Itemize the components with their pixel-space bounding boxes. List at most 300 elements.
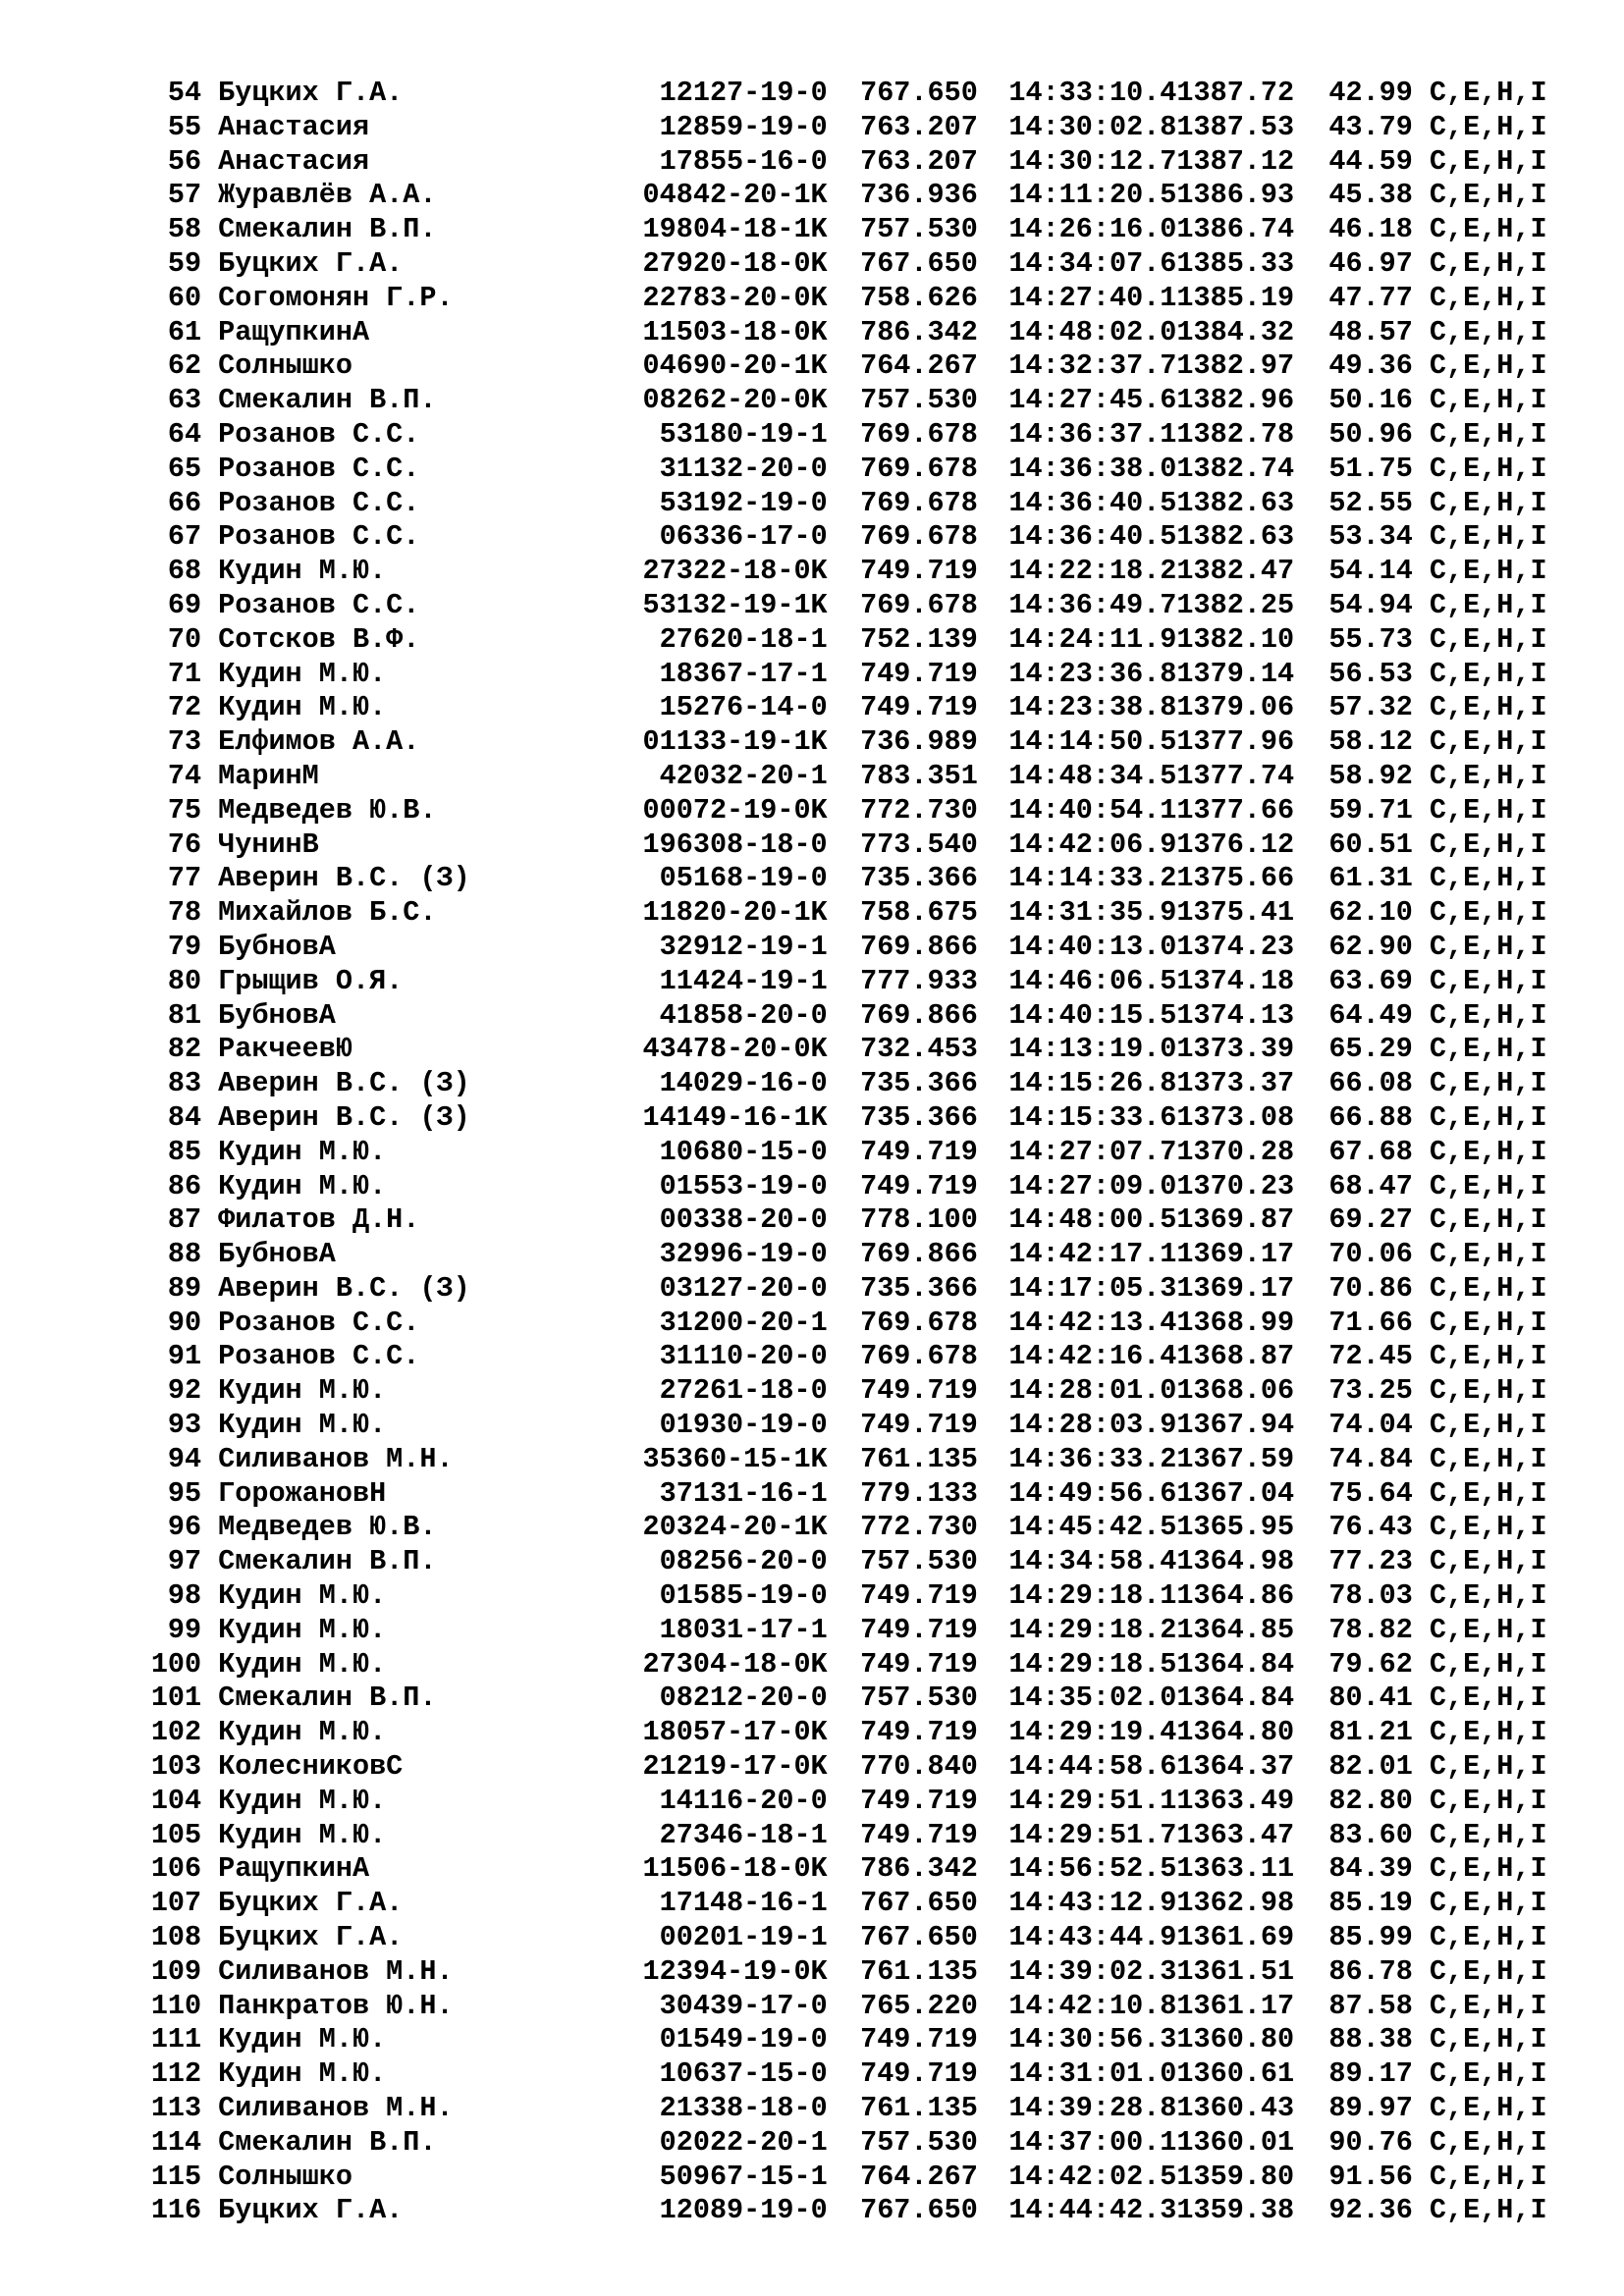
coefficient-cell: 42.99 <box>1328 77 1413 109</box>
ring-number-cell: 14116-20-0 <box>659 1784 828 1817</box>
table-row <box>132 1136 1585 1170</box>
distance-cell: 735.366 <box>860 1067 978 1100</box>
rank-cell: 65 <box>167 452 202 485</box>
coefficient-cell: 69.27 <box>1328 1203 1413 1237</box>
speed-cell: 1382.78 <box>1176 417 1295 451</box>
rank-cell: 80 <box>167 964 202 997</box>
table-row <box>132 691 1585 725</box>
flags-cell: C,E,H,I <box>1429 110 1547 143</box>
speed-cell: 1385.33 <box>1176 246 1295 280</box>
speed-cell: 1368.87 <box>1176 1340 1295 1373</box>
fancier-name-cell: Михайлов Б.С. <box>218 896 437 930</box>
flags-cell: C,E,H,I <box>1429 1818 1547 1851</box>
fancier-name-cell: Розанов С.С. <box>218 417 420 451</box>
arrival-time-cell: 14:39:28.8 <box>1008 2092 1177 2125</box>
arrival-time-cell: 14:23:38.8 <box>1008 691 1177 724</box>
distance-cell: 749.719 <box>860 1613 978 1646</box>
table-row <box>132 1579 1585 1614</box>
coefficient-cell: 62.90 <box>1328 930 1413 963</box>
fancier-name-cell: Анастасия <box>218 144 370 178</box>
distance-cell: 786.342 <box>860 1852 978 1886</box>
fancier-name-cell: Медведев Ю.В. <box>218 1511 437 1544</box>
flags-cell: C,E,H,I <box>1429 452 1547 485</box>
flags-cell: C,E,H,I <box>1429 1169 1547 1202</box>
fancier-name-cell: Буцких Г.А. <box>218 1887 404 1920</box>
coefficient-cell: 45.38 <box>1328 179 1413 212</box>
flags-cell: C,E,H,I <box>1429 1238 1547 1271</box>
flags-cell: C,E,H,I <box>1429 1784 1547 1817</box>
arrival-time-cell: 14:40:15.5 <box>1008 998 1177 1032</box>
rank-cell: 74 <box>167 759 202 792</box>
rank-cell: 96 <box>167 1511 202 1544</box>
ring-number-cell: 17855-16-0 <box>659 144 828 178</box>
speed-cell: 1385.19 <box>1176 281 1295 314</box>
ring-number-cell: 53180-19-1 <box>659 417 828 451</box>
table-row <box>132 896 1585 931</box>
rank-cell: 112 <box>150 2057 202 2091</box>
ring-number-cell: 17148-16-1 <box>659 1887 828 1920</box>
distance-cell: 767.650 <box>860 1887 978 1920</box>
flags-cell: C,E,H,I <box>1429 930 1547 963</box>
speed-cell: 1368.99 <box>1176 1306 1295 1339</box>
arrival-time-cell: 14:43:12.9 <box>1008 1887 1177 1920</box>
coefficient-cell: 68.47 <box>1328 1169 1413 1202</box>
flags-cell: C,E,H,I <box>1429 1852 1547 1886</box>
fancier-name-cell: БубновА <box>218 1238 336 1271</box>
flags-cell: C,E,H,I <box>1429 1067 1547 1100</box>
flags-cell: C,E,H,I <box>1429 657 1547 690</box>
coefficient-cell: 56.53 <box>1328 657 1413 690</box>
table-row <box>132 794 1585 828</box>
ring-number-cell: 06336-17-0 <box>659 520 828 554</box>
ring-number-cell: 50967-15-1 <box>659 2160 828 2193</box>
arrival-time-cell: 14:30:56.3 <box>1008 2023 1177 2056</box>
speed-cell: 1373.08 <box>1176 1100 1295 1134</box>
speed-cell: 1361.17 <box>1176 1989 1295 2022</box>
table-row <box>132 2092 1585 2126</box>
distance-cell: 749.719 <box>860 1169 978 1202</box>
arrival-time-cell: 14:24:11.9 <box>1008 622 1177 656</box>
distance-cell: 735.366 <box>860 1271 978 1305</box>
distance-cell: 786.342 <box>860 315 978 348</box>
rank-cell: 108 <box>150 1921 202 1954</box>
speed-cell: 1367.04 <box>1176 1476 1295 1510</box>
rank-cell: 98 <box>167 1579 202 1613</box>
table-row <box>132 1477 1585 1512</box>
rank-cell: 72 <box>167 691 202 724</box>
distance-cell: 749.719 <box>860 1818 978 1851</box>
speed-cell: 1374.18 <box>1176 964 1295 997</box>
coefficient-cell: 43.79 <box>1328 110 1413 143</box>
fancier-name-cell: КолесниковС <box>218 1750 404 1784</box>
table-row <box>132 2023 1585 2057</box>
coefficient-cell: 89.97 <box>1328 2092 1413 2125</box>
distance-cell: 783.351 <box>860 759 978 792</box>
arrival-time-cell: 14:34:58.4 <box>1008 1545 1177 1578</box>
distance-cell: 769.678 <box>860 417 978 451</box>
fancier-name-cell: Кудин М.Ю. <box>218 1169 387 1202</box>
fancier-name-cell: Кудин М.Ю. <box>218 657 387 690</box>
coefficient-cell: 62.10 <box>1328 896 1413 930</box>
table-row <box>132 1067 1585 1101</box>
table-row <box>132 1340 1585 1374</box>
speed-cell: 1359.38 <box>1176 2194 1295 2227</box>
speed-cell: 1364.37 <box>1176 1750 1295 1784</box>
arrival-time-cell: 14:15:33.6 <box>1008 1100 1177 1134</box>
coefficient-cell: 44.59 <box>1328 144 1413 178</box>
fancier-name-cell: Сотсков В.Ф. <box>218 622 420 656</box>
speed-cell: 1363.47 <box>1176 1818 1295 1851</box>
table-row <box>132 453 1585 487</box>
table-row <box>132 1443 1585 1477</box>
coefficient-cell: 58.12 <box>1328 725 1413 759</box>
fancier-name-cell: Согомонян Г.Р. <box>218 281 454 314</box>
arrival-time-cell: 14:27:40.1 <box>1008 281 1177 314</box>
distance-cell: 736.936 <box>860 179 978 212</box>
ring-number-cell: 12394-19-0K <box>642 1954 828 1988</box>
ring-number-cell: 31110-20-0 <box>659 1340 828 1373</box>
ring-number-cell: 43478-20-0K <box>642 1033 828 1066</box>
fancier-name-cell: Розанов С.С. <box>218 520 420 554</box>
arrival-time-cell: 14:27:09.0 <box>1008 1169 1177 1202</box>
table-row <box>132 1716 1585 1750</box>
distance-cell: 764.267 <box>860 2160 978 2193</box>
rank-cell: 70 <box>167 622 202 656</box>
coefficient-cell: 75.64 <box>1328 1476 1413 1510</box>
table-row <box>132 1238 1585 1272</box>
ring-number-cell: 00201-19-1 <box>659 1921 828 1954</box>
fancier-name-cell: Буцких Г.А. <box>218 2194 404 2227</box>
fancier-name-cell: РакчеевЮ <box>218 1033 352 1066</box>
table-row <box>132 1819 1585 1853</box>
fancier-name-cell: Кудин М.Ю. <box>218 2023 387 2056</box>
ring-number-cell: 04690-20-1K <box>642 349 828 383</box>
flags-cell: C,E,H,I <box>1429 77 1547 109</box>
table-row <box>132 247 1585 282</box>
rank-cell: 104 <box>150 1784 202 1817</box>
speed-cell: 1369.17 <box>1176 1238 1295 1271</box>
distance-cell: 749.719 <box>860 1579 978 1613</box>
speed-cell: 1365.95 <box>1176 1511 1295 1544</box>
arrival-time-cell: 14:13:19.0 <box>1008 1033 1177 1066</box>
distance-cell: 770.840 <box>860 1750 978 1784</box>
flags-cell: C,E,H,I <box>1429 520 1547 554</box>
ring-number-cell: 11503-18-0K <box>642 315 828 348</box>
flags-cell: C,E,H,I <box>1429 759 1547 792</box>
table-row <box>132 1203 1585 1238</box>
coefficient-cell: 78.82 <box>1328 1613 1413 1646</box>
arrival-time-cell: 14:28:03.9 <box>1008 1409 1177 1442</box>
fancier-name-cell: Кудин М.Ю. <box>218 1716 387 1749</box>
distance-cell: 772.730 <box>860 1511 978 1544</box>
flags-cell: C,E,H,I <box>1429 144 1547 178</box>
flags-cell: C,E,H,I <box>1429 1716 1547 1749</box>
flags-cell: C,E,H,I <box>1429 1921 1547 1954</box>
rank-cell: 106 <box>150 1852 202 1886</box>
table-row <box>132 77 1585 111</box>
flags-cell: C,E,H,I <box>1429 1442 1547 1475</box>
arrival-time-cell: 14:42:16.4 <box>1008 1340 1177 1373</box>
flags-cell: C,E,H,I <box>1429 1613 1547 1646</box>
coefficient-cell: 46.97 <box>1328 246 1413 280</box>
rank-cell: 109 <box>150 1954 202 1988</box>
speed-cell: 1362.98 <box>1176 1887 1295 1920</box>
coefficient-cell: 50.16 <box>1328 384 1413 417</box>
rank-cell: 115 <box>150 2160 202 2193</box>
ring-number-cell: 20324-20-1K <box>642 1511 828 1544</box>
fancier-name-cell: Солнышко <box>218 349 352 383</box>
rank-cell: 77 <box>167 862 202 895</box>
table-row <box>132 1511 1585 1545</box>
table-row <box>132 2126 1585 2161</box>
table-row <box>132 1785 1585 1819</box>
rank-cell: 59 <box>167 246 202 280</box>
arrival-time-cell: 14:23:36.8 <box>1008 657 1177 690</box>
speed-cell: 1373.37 <box>1176 1067 1295 1100</box>
coefficient-cell: 76.43 <box>1328 1511 1413 1544</box>
coefficient-cell: 55.73 <box>1328 622 1413 656</box>
flags-cell: C,E,H,I <box>1429 315 1547 348</box>
arrival-time-cell: 14:40:54.1 <box>1008 793 1177 827</box>
coefficient-cell: 74.84 <box>1328 1442 1413 1475</box>
distance-cell: 761.135 <box>860 2092 978 2125</box>
speed-cell: 1364.98 <box>1176 1545 1295 1578</box>
rank-cell: 54 <box>167 77 202 109</box>
rank-cell: 55 <box>167 110 202 143</box>
arrival-time-cell: 14:39:02.3 <box>1008 1954 1177 1988</box>
table-row <box>132 725 1585 760</box>
table-row <box>132 1648 1585 1682</box>
coefficient-cell: 78.03 <box>1328 1579 1413 1613</box>
ring-number-cell: 31200-20-1 <box>659 1306 828 1339</box>
speed-cell: 1374.23 <box>1176 930 1295 963</box>
table-row <box>132 999 1585 1034</box>
rank-cell: 87 <box>167 1203 202 1237</box>
speed-cell: 1377.96 <box>1176 725 1295 759</box>
fancier-name-cell: Кудин М.Ю. <box>218 1613 387 1646</box>
ring-number-cell: 01133-19-1K <box>642 725 828 759</box>
arrival-time-cell: 14:15:26.8 <box>1008 1067 1177 1100</box>
flags-cell: C,E,H,I <box>1429 2092 1547 2125</box>
table-row <box>132 179 1585 213</box>
speed-cell: 1361.51 <box>1176 1954 1295 1988</box>
flags-cell: C,E,H,I <box>1429 1682 1547 1715</box>
ring-number-cell: 15276-14-0 <box>659 691 828 724</box>
arrival-time-cell: 14:28:01.0 <box>1008 1374 1177 1408</box>
distance-cell: 752.139 <box>860 622 978 656</box>
flags-cell: C,E,H,I <box>1429 2194 1547 2227</box>
speed-cell: 1377.66 <box>1176 793 1295 827</box>
flags-cell: C,E,H,I <box>1429 1511 1547 1544</box>
fancier-name-cell: Смекалин В.П. <box>218 2125 437 2159</box>
fancier-name-cell: Смекалин В.П. <box>218 213 437 246</box>
coefficient-cell: 47.77 <box>1328 281 1413 314</box>
arrival-time-cell: 14:29:18.1 <box>1008 1579 1177 1613</box>
coefficient-cell: 54.94 <box>1328 588 1413 621</box>
table-row <box>132 589 1585 623</box>
flags-cell: C,E,H,I <box>1429 1647 1547 1681</box>
flags-cell: C,E,H,I <box>1429 1545 1547 1578</box>
arrival-time-cell: 14:35:02.0 <box>1008 1682 1177 1715</box>
coefficient-cell: 46.18 <box>1328 213 1413 246</box>
table-row <box>132 1409 1585 1443</box>
coefficient-cell: 82.80 <box>1328 1784 1413 1817</box>
ring-number-cell: 12859-19-0 <box>659 110 828 143</box>
flags-cell: C,E,H,I <box>1429 1135 1547 1168</box>
distance-cell: 763.207 <box>860 110 978 143</box>
speed-cell: 1386.74 <box>1176 213 1295 246</box>
distance-cell: 767.650 <box>860 2194 978 2227</box>
speed-cell: 1360.01 <box>1176 2125 1295 2159</box>
fancier-name-cell: Буцких Г.А. <box>218 77 404 109</box>
speed-cell: 1382.63 <box>1176 486 1295 519</box>
arrival-time-cell: 14:48:00.5 <box>1008 1203 1177 1237</box>
distance-cell: 769.866 <box>860 998 978 1032</box>
ring-number-cell: 32912-19-1 <box>659 930 828 963</box>
ring-number-cell: 14149-16-1K <box>642 1100 828 1134</box>
ring-number-cell: 11820-20-1K <box>642 896 828 930</box>
ring-number-cell: 18057-17-0K <box>642 1716 828 1749</box>
coefficient-cell: 64.49 <box>1328 998 1413 1032</box>
arrival-time-cell: 14:11:20.5 <box>1008 179 1177 212</box>
distance-cell: 763.207 <box>860 144 978 178</box>
distance-cell: 749.719 <box>860 1784 978 1817</box>
flags-cell: C,E,H,I <box>1429 1100 1547 1134</box>
table-row <box>132 1955 1585 1990</box>
rank-cell: 57 <box>167 179 202 212</box>
ring-number-cell: 01549-19-0 <box>659 2023 828 2056</box>
rank-cell: 91 <box>167 1340 202 1373</box>
rank-cell: 86 <box>167 1169 202 1202</box>
coefficient-cell: 59.71 <box>1328 793 1413 827</box>
distance-cell: 769.678 <box>860 486 978 519</box>
table-row <box>132 1272 1585 1307</box>
fancier-name-cell: БубновА <box>218 930 336 963</box>
speed-cell: 1384.32 <box>1176 315 1295 348</box>
coefficient-cell: 77.23 <box>1328 1545 1413 1578</box>
coefficient-cell: 72.45 <box>1328 1340 1413 1373</box>
distance-cell: 769.678 <box>860 520 978 554</box>
speed-cell: 1373.39 <box>1176 1033 1295 1066</box>
table-row <box>132 555 1585 589</box>
rank-cell: 116 <box>150 2194 202 2227</box>
rank-cell: 97 <box>167 1545 202 1578</box>
ring-number-cell: 41858-20-0 <box>659 998 828 1032</box>
ring-number-cell: 27304-18-0K <box>642 1647 828 1681</box>
ring-number-cell: 14029-16-0 <box>659 1067 828 1100</box>
arrival-time-cell: 14:29:19.4 <box>1008 1716 1177 1749</box>
arrival-time-cell: 14:17:05.3 <box>1008 1271 1177 1305</box>
flags-cell: C,E,H,I <box>1429 793 1547 827</box>
distance-cell: 761.135 <box>860 1442 978 1475</box>
table-row <box>132 658 1585 692</box>
table-row <box>132 1887 1585 1921</box>
ring-number-cell: 10680-15-0 <box>659 1135 828 1168</box>
coefficient-cell: 60.51 <box>1328 828 1413 861</box>
arrival-time-cell: 14:36:37.1 <box>1008 417 1177 451</box>
distance-cell: 769.678 <box>860 588 978 621</box>
fancier-name-cell: Розанов С.С. <box>218 486 420 519</box>
coefficient-cell: 88.38 <box>1328 2023 1413 2056</box>
rank-cell: 114 <box>150 2125 202 2159</box>
speed-cell: 1360.43 <box>1176 2092 1295 2125</box>
coefficient-cell: 91.56 <box>1328 2160 1413 2193</box>
coefficient-cell: 61.31 <box>1328 862 1413 895</box>
fancier-name-cell: Смекалин В.П. <box>218 1682 437 1715</box>
flags-cell: C,E,H,I <box>1429 1476 1547 1510</box>
speed-cell: 1382.97 <box>1176 349 1295 383</box>
speed-cell: 1387.53 <box>1176 110 1295 143</box>
rank-cell: 107 <box>150 1887 202 1920</box>
fancier-name-cell: Кудин М.Ю. <box>218 2057 387 2091</box>
distance-cell: 773.540 <box>860 828 978 861</box>
coefficient-cell: 83.60 <box>1328 1818 1413 1851</box>
ring-number-cell: 08212-20-0 <box>659 1682 828 1715</box>
ring-number-cell: 18031-17-1 <box>659 1613 828 1646</box>
fancier-name-cell: РащупкинА <box>218 1852 370 1886</box>
coefficient-cell: 51.75 <box>1328 452 1413 485</box>
table-row <box>132 520 1585 555</box>
speed-cell: 1377.74 <box>1176 759 1295 792</box>
ring-number-cell: 196308-18-0 <box>642 828 828 861</box>
rank-cell: 73 <box>167 725 202 759</box>
speed-cell: 1360.61 <box>1176 2057 1295 2091</box>
fancier-name-cell: Розанов С.С. <box>218 1306 420 1339</box>
table-row <box>132 145 1585 180</box>
flags-cell: C,E,H,I <box>1429 1409 1547 1442</box>
distance-cell: 757.530 <box>860 1545 978 1578</box>
arrival-time-cell: 14:45:42.5 <box>1008 1511 1177 1544</box>
arrival-time-cell: 14:42:13.4 <box>1008 1306 1177 1339</box>
distance-cell: 732.453 <box>860 1033 978 1066</box>
fancier-name-cell: Кудин М.Ю. <box>218 691 387 724</box>
flags-cell: C,E,H,I <box>1429 2057 1547 2091</box>
fancier-name-cell: Елфимов А.А. <box>218 725 420 759</box>
ring-number-cell: 32996-19-0 <box>659 1238 828 1271</box>
speed-cell: 1382.63 <box>1176 520 1295 554</box>
rank-cell: 94 <box>167 1442 202 1475</box>
ring-number-cell: 11506-18-0K <box>642 1852 828 1886</box>
coefficient-cell: 92.36 <box>1328 2194 1413 2227</box>
distance-cell: 749.719 <box>860 1716 978 1749</box>
coefficient-cell: 66.88 <box>1328 1100 1413 1134</box>
speed-cell: 1363.11 <box>1176 1852 1295 1886</box>
rank-cell: 83 <box>167 1067 202 1100</box>
speed-cell: 1382.47 <box>1176 555 1295 588</box>
coefficient-cell: 67.68 <box>1328 1135 1413 1168</box>
table-row <box>132 213 1585 247</box>
fancier-name-cell: ЧунинВ <box>218 828 319 861</box>
fancier-name-cell: Панкратов Ю.Н. <box>218 1989 454 2022</box>
results-table <box>132 77 1585 2228</box>
arrival-time-cell: 14:27:45.6 <box>1008 384 1177 417</box>
distance-cell: 772.730 <box>860 793 978 827</box>
ring-number-cell: 27920-18-0K <box>642 246 828 280</box>
arrival-time-cell: 14:48:34.5 <box>1008 759 1177 792</box>
flags-cell: C,E,H,I <box>1429 213 1547 246</box>
coefficient-cell: 80.41 <box>1328 1682 1413 1715</box>
arrival-time-cell: 14:14:33.2 <box>1008 862 1177 895</box>
ring-number-cell: 21219-17-0K <box>642 1750 828 1784</box>
fancier-name-cell: ГорожановН <box>218 1476 387 1510</box>
fancier-name-cell: Кудин М.Ю. <box>218 1374 387 1408</box>
rank-cell: 67 <box>167 520 202 554</box>
ring-number-cell: 27322-18-0K <box>642 555 828 588</box>
fancier-name-cell: Журавлёв А.А. <box>218 179 437 212</box>
flags-cell: C,E,H,I <box>1429 1033 1547 1066</box>
coefficient-cell: 58.92 <box>1328 759 1413 792</box>
rank-cell: 66 <box>167 486 202 519</box>
